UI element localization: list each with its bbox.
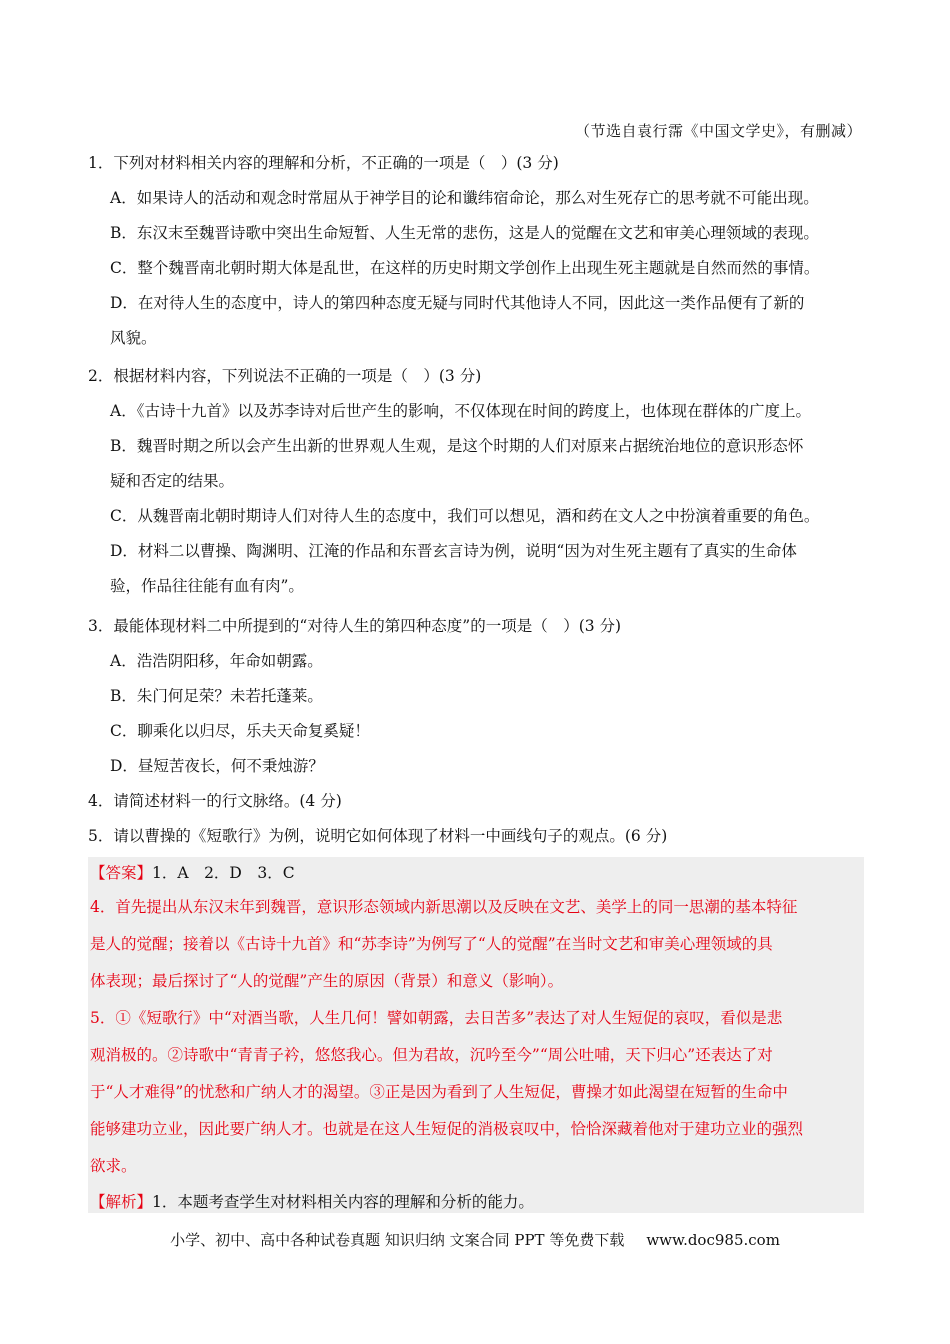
footer-url[interactable]: www.doc985.com: [646, 1231, 780, 1249]
question-stem: 3．最能体现材料二中所提到的“对待人生的第四种态度”的一项是（ ）(3 分): [88, 617, 622, 635]
option-b: B．魏晋时期之所以会产生出新的世界观人生观，是这个时期的人们对原来占据统治地位的意识形态怀: [110, 437, 804, 455]
option-d-continued: 验，作品往往能有血有肉”。: [110, 577, 304, 595]
option-a: A．如果诗人的活动和观念时常屈从于神学目的论和谶纬宿命论，那么对生死存亡的思考就不可能出现。: [110, 189, 819, 207]
answer-q5-line-2: 观消极的。②诗歌中“青青子衿，悠悠我心。但为君故，沉吟至今”“周公吐哺，天下归心”还表达了对: [90, 1046, 773, 1064]
page-footer: [0, 1229, 950, 1250]
question-5: [88, 819, 863, 854]
answer-q4-line-1: 4．首先提出从东汉末年到魏晋，意识形态领域内新思潮以及反映在文艺、美学上的同一思潮的基本特征: [90, 898, 798, 916]
option-b: B．朱门何足荣？未若托蓬莱。: [110, 687, 323, 705]
question-4: [88, 784, 863, 819]
answer-q5-line-5: 欲求。: [90, 1157, 137, 1175]
answer-q5-line-3: 于“人才难得”的忧愁和广纳人才的渴望。③正是因为看到了人生短促，曹操才如此渴望在短暂的生命中: [90, 1083, 788, 1101]
answer-q5-line-4: 能够建功立业，因此要广纳人才。也就是在这人生短促的消极哀叹中，恰恰深藏着他对于建功立业的强烈: [90, 1120, 804, 1138]
option-b-continued: 疑和否定的结果。: [110, 472, 235, 490]
question-3: [88, 609, 863, 784]
question-stem: 2．根据材料内容，下列说法不正确的一项是（ ）(3 分): [88, 367, 482, 385]
answer-q5-line-1: 5．①《短歌行》中“对酒当歌，人生几何！譬如朝露，去日苦多”表达了对人生短促的哀叹，看似是悲: [90, 1009, 783, 1027]
option-c: C．聊乘化以归尽，乐夫天命复奚疑！: [110, 722, 370, 740]
option-c: C．从魏晋南北朝时期诗人们对待人生的态度中，我们可以想见，酒和药在文人之中扮演着重要的角色。: [110, 507, 820, 525]
footer-text: 小学、初中、高中各种试卷真题 知识归纳 文案合同 PPT 等免费下载: [170, 1231, 625, 1249]
option-d-continued: 风貌。: [110, 329, 157, 347]
analysis-label: 【解析】: [90, 1193, 153, 1211]
option-c: C．整个魏晋南北朝时期大体是乱世，在这样的历史时期文学创作上出现生死主题就是自然而然的事情。: [110, 259, 820, 277]
answer-block: [88, 857, 864, 1213]
answer-q4-line-2: 是人的觉醒；接着以《古诗十九首》和“苏李诗”为例写了“人的觉醒”在当时文艺和审美心理领域的具: [90, 935, 773, 953]
answer-mc: 1．A 2．D 3．C: [152, 864, 295, 882]
answer-label: 【答案】: [90, 864, 153, 882]
question-stem: 1．下列对材料相关内容的理解和分析，不正确的一项是（ ）(3 分): [88, 154, 559, 172]
source-note: （节选自袁行霈《中国文学史》，有删减）: [574, 122, 862, 140]
answer-q4-line-3: 体表现；最后探讨了“人的觉醒”产生的原因（背景）和意义（影响）。: [90, 972, 564, 990]
option-d: D．材料二以曹操、陶渊明、江淹的作品和东晋玄言诗为例，说明“因为对生死主题有了真实的生命体: [110, 542, 797, 560]
analysis-text: 1．本题考查学生对材料相关内容的理解和分析的能力。: [152, 1193, 534, 1211]
option-b: B．东汉末至魏晋诗歌中突出生命短暂、人生无常的悲伤，这是人的觉醒在文艺和审美心理领域的表现。: [110, 224, 819, 242]
question-2: [88, 359, 863, 604]
question-stem: 4．请简述材料一的行文脉络。(4 分): [88, 792, 342, 810]
analysis-line: [88, 1185, 864, 1219]
option-d: D．在对待人生的态度中，诗人的第四种态度无疑与同时代其他诗人不同，因此这一类作品便有了新的: [110, 294, 805, 312]
question-1: [88, 146, 863, 356]
option-a: A．浩浩阴阳移，年命如朝露。: [110, 652, 323, 670]
option-d: D．昼短苦夜长，何不秉烛游？: [110, 757, 324, 775]
option-a: A．《古诗十九首》以及苏李诗对后世产生的影响，不仅体现在时间的跨度上，也体现在群体的广度上。: [110, 402, 811, 420]
question-stem: 5．请以曹操的《短歌行》为例，说明它如何体现了材料一中画线句子的观点。(6 分): [88, 827, 668, 845]
answer-mc-line: [88, 857, 864, 889]
